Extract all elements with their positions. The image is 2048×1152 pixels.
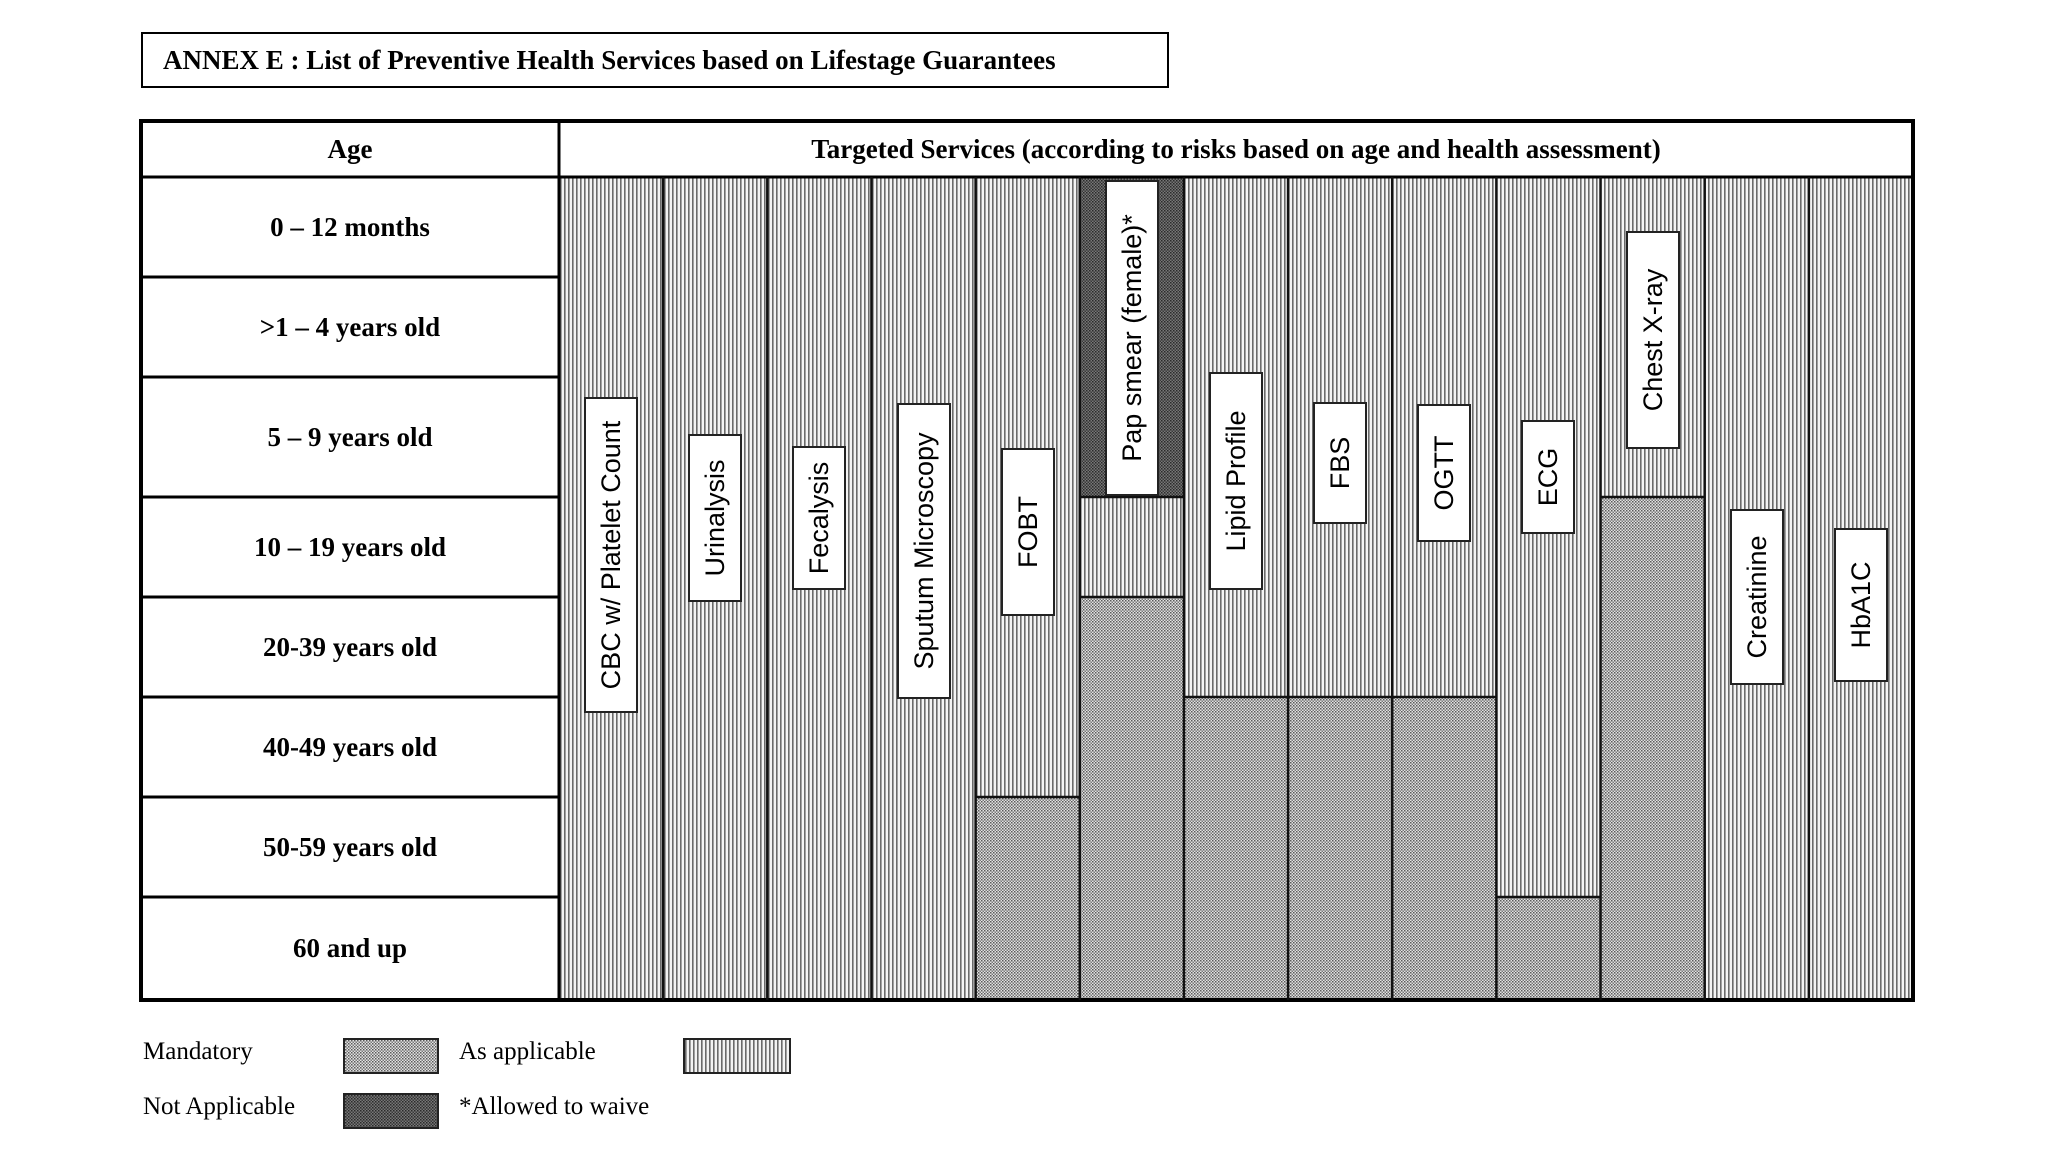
legend-as-applicable-swatch <box>683 1038 791 1074</box>
service-label: FOBT <box>1001 448 1055 616</box>
age-group-label: 5 – 9 years old <box>267 421 433 452</box>
cell-mandatory <box>1496 897 1600 1000</box>
service-label: HbA1C <box>1834 528 1888 682</box>
service-label: Fecalysis <box>792 446 846 590</box>
service-label: ECG <box>1521 420 1575 534</box>
service-label: FBS <box>1313 402 1367 524</box>
legend-not-applicable-label: Not Applicable <box>143 1093 296 1120</box>
legend-allowed-to-waive-label: *Allowed to waive <box>459 1093 650 1120</box>
legend-not-applicable-swatch <box>343 1093 439 1129</box>
cell-mandatory <box>976 797 1080 1000</box>
cell-mandatory <box>1288 697 1392 1000</box>
legend-mandatory-label: Mandatory <box>143 1038 253 1065</box>
annex-title: ANNEX E : List of Preventive Health Services based on Lifestage Guarantees <box>141 32 1169 88</box>
age-header: Age <box>327 133 373 164</box>
services-header: Targeted Services (according to risks based on age and health assessment) <box>811 133 1661 164</box>
service-label: CBC w/ Platelet Count <box>584 397 638 713</box>
service-label: Urinalysis <box>688 434 742 602</box>
service-label: Sputum Microscopy <box>897 403 951 699</box>
cell-mandatory <box>1601 497 1705 1000</box>
age-group-label: 50-59 years old <box>263 831 437 862</box>
age-group-label: 40-49 years old <box>263 731 437 762</box>
cell-mandatory <box>1080 597 1184 1000</box>
age-group-label: >1 – 4 years old <box>259 311 441 342</box>
cell-as-applicable <box>1496 177 1600 897</box>
cell-mandatory <box>1392 697 1496 1000</box>
cell-mandatory <box>1184 697 1288 1000</box>
service-label: OGTT <box>1417 404 1471 542</box>
service-label: Pap smear (female)* <box>1105 180 1159 496</box>
legend-as-applicable-label: As applicable <box>459 1038 596 1065</box>
service-label: Lipid Profile <box>1209 372 1263 590</box>
cell-as-applicable <box>1080 497 1184 597</box>
age-group-label: 0 – 12 months <box>270 211 430 242</box>
age-group-label: 20-39 years old <box>263 631 437 662</box>
age-group-label: 60 and up <box>292 933 408 963</box>
service-label: Creatinine <box>1730 509 1784 685</box>
service-label: Chest X-ray <box>1626 231 1680 449</box>
legend-mandatory-swatch <box>343 1038 439 1074</box>
age-group-label: 10 – 19 years old <box>254 531 446 562</box>
